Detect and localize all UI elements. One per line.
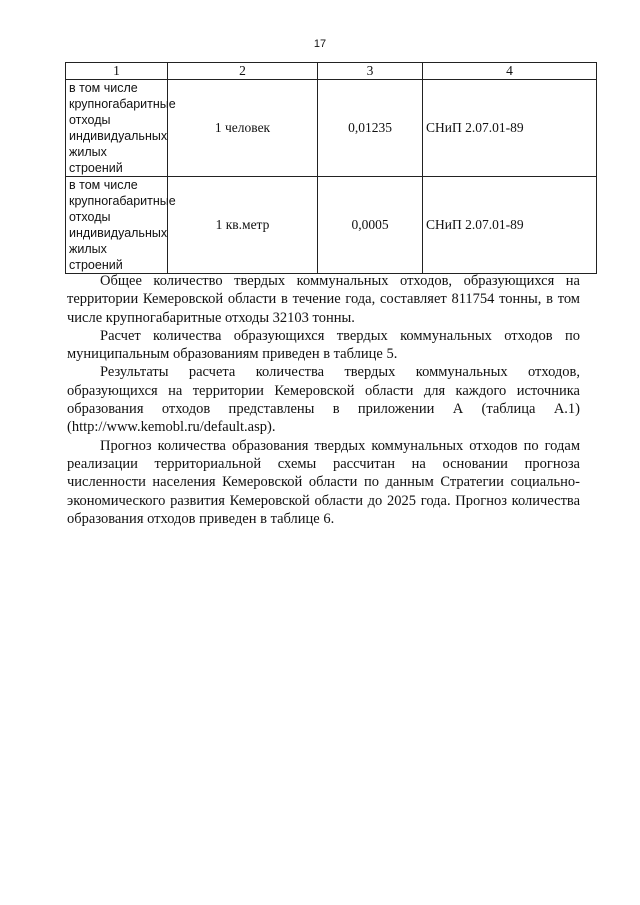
waste-type-cell: в том числе крупногабаритные отходы индивидуальных жилых строений	[66, 177, 168, 274]
body-text	[67, 272, 580, 528]
table-row	[66, 80, 597, 177]
column-header: 1	[66, 63, 168, 80]
page-number: 17	[313, 38, 327, 50]
table-row	[66, 177, 597, 274]
unit-cell: 1 человек	[168, 80, 318, 177]
waste-type-cell: в том числе крупногабаритные отходы индивидуальных жилых строений	[66, 80, 168, 177]
column-header: 3	[318, 63, 423, 80]
waste-norms-table	[65, 62, 597, 274]
column-header: 4	[423, 63, 597, 80]
paragraph: Общее количество твердых коммунальных отходов, образующихся на территории Кемеровской области в течение года, составляет 811754 тонны, в том числе крупногабаритные отходы 32103 тонны.	[67, 273, 580, 326]
paragraph: Прогноз количества образования твердых коммунальных отходов по годам реализации территориальной схемы рассчитан на основании прогноза численности населения Кемеровской области по данным Стратегии социально-экономического развития Кемеровской области до 2025 года. Прогноз количества образования отходов приведен в таблице 6.	[67, 437, 580, 527]
norm-value-cell: 0,0005	[318, 177, 423, 274]
paragraph: Результаты расчета количества твердых коммунальных отходов, образующихся на территории Кемеровской области для каждого источника образования отходов представлены в приложении А (таблица А.1) (http://www.kemobl.ru/default.asp).	[67, 364, 580, 436]
column-header: 2	[168, 63, 318, 80]
norm-value-cell: 0,01235	[318, 80, 423, 177]
unit-cell: 1 кв.метр	[168, 177, 318, 274]
source-cell: СНиП 2.07.01-89	[423, 80, 597, 177]
paragraph: Расчет количества образующихся твердых коммунальных отходов по муниципальным образованиям приведен в таблице 5.	[67, 327, 580, 363]
source-cell: СНиП 2.07.01-89	[423, 177, 597, 274]
table-header-row	[66, 63, 597, 80]
